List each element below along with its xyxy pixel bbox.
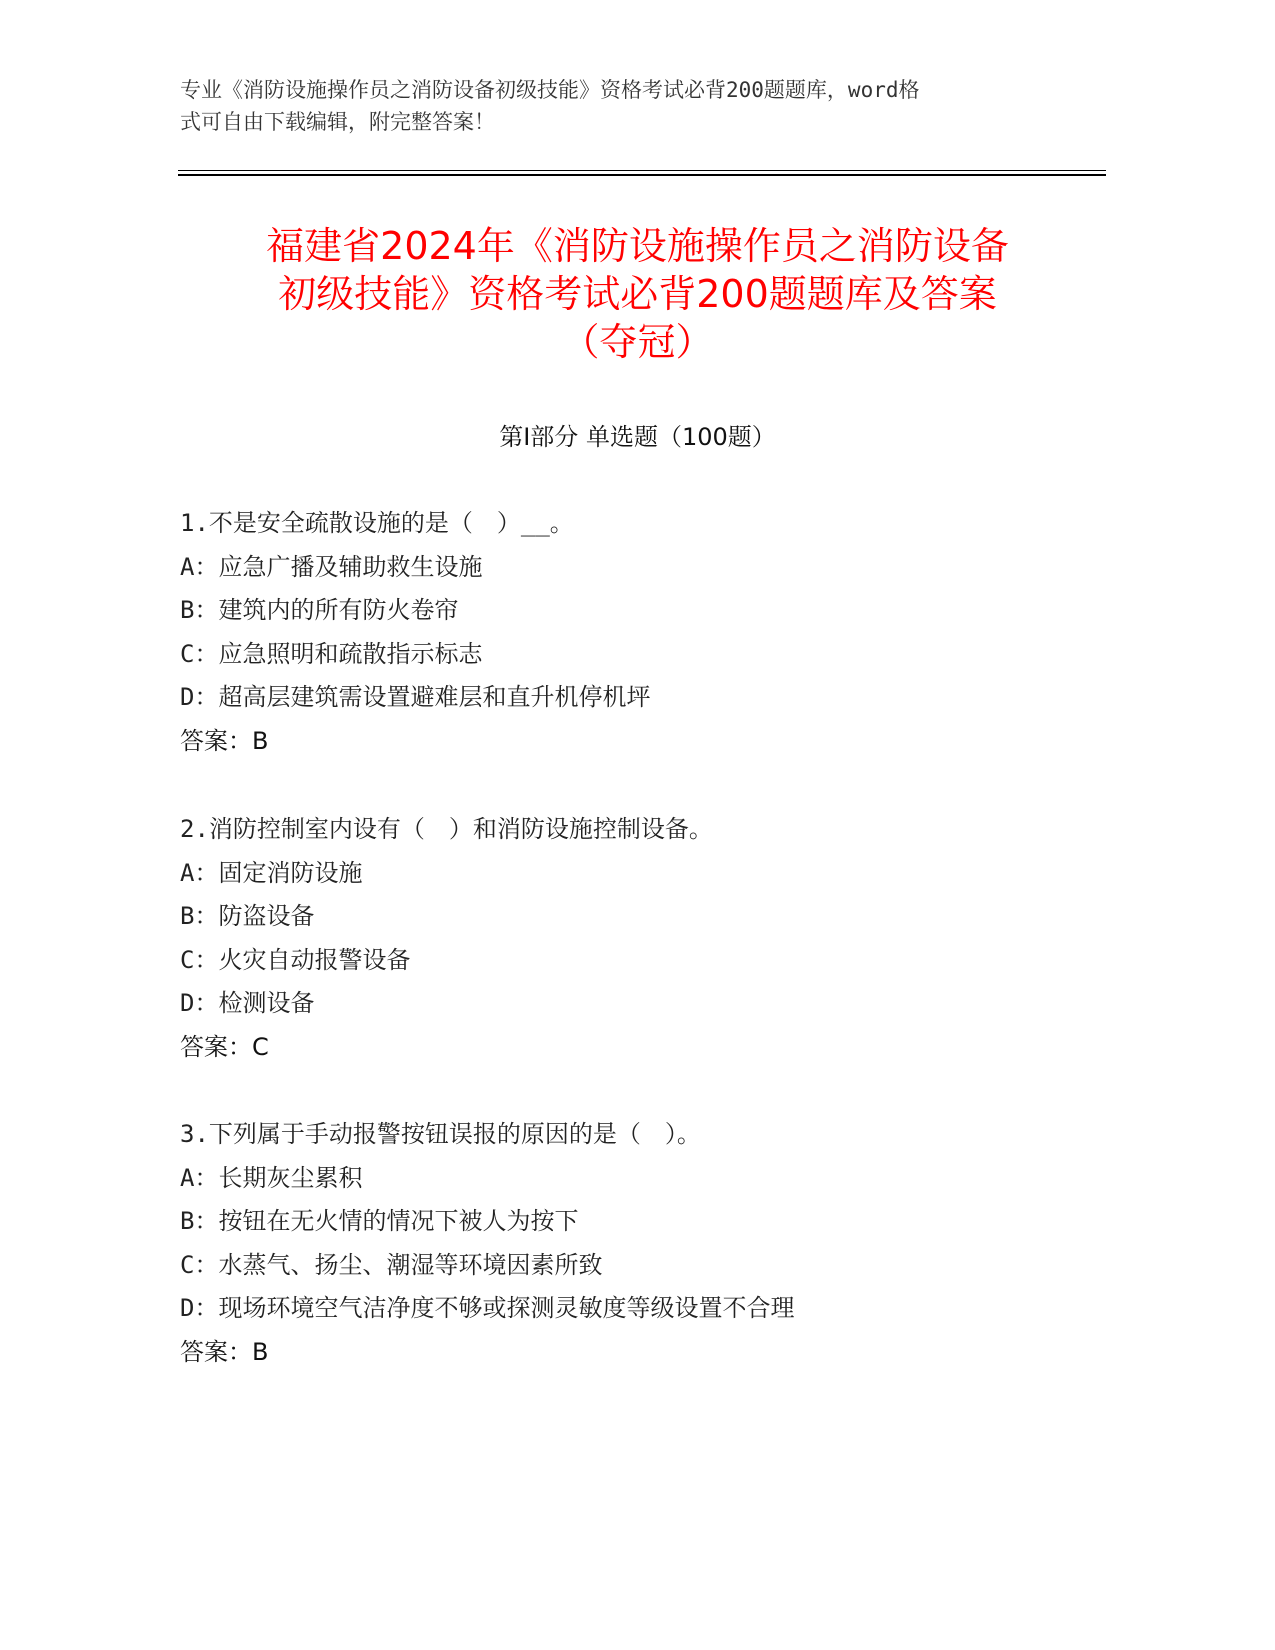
question-option: B：按钮在无火情的情况下被人为按下: [180, 1207, 579, 1236]
question-option: D：现场环境空气洁净度不够或探测灵敏度等级设置不合理: [180, 1294, 795, 1323]
title-line: 福建省2024年《消防设施操作员之消防设备: [266, 224, 1009, 268]
document-title: [150, 222, 1125, 366]
intro-line: 专业《消防设施操作员之消防设备初级技能》资格考试必背200题题库，word格: [180, 78, 920, 102]
question-answer: 答案：B: [180, 1337, 269, 1366]
question-option: A：固定消防设施: [180, 858, 363, 887]
question-option: C：火灾自动报警设备: [180, 945, 411, 974]
question-option: B：建筑内的所有防火卷帘: [180, 596, 459, 625]
question-answer: 答案：C: [180, 1032, 269, 1061]
question-item: [180, 502, 1080, 764]
question-stem: 1.不是安全疏散设施的是（ ）__。: [180, 509, 574, 537]
question-option: D：超高层建筑需设置避难层和直升机停机坪: [180, 683, 651, 712]
question-option: C：水蒸气、扬尘、潮湿等环境因素所致: [180, 1250, 603, 1279]
section-heading: 第I部分 单选题（100题）: [499, 423, 776, 451]
question-option: C：应急照明和疏散指示标志: [180, 639, 483, 668]
question-option: A：应急广播及辅助救生设施: [180, 552, 483, 581]
header-divider-thin: [178, 170, 1106, 171]
title-line: 初级技能》资格考试必背200题题库及答案: [278, 272, 997, 316]
header-divider-thick: [178, 174, 1106, 176]
intro-line: 式可自由下载编辑，附完整答案！: [180, 110, 495, 134]
question-item: [180, 808, 1080, 1070]
question-option: B：防盗设备: [180, 902, 315, 931]
question-answer: 答案：B: [180, 726, 269, 755]
question-option: A：长期灰尘累积: [180, 1163, 363, 1192]
title-line: （夺冠）: [561, 320, 714, 364]
question-stem: 3.下列属于手动报警按钮误报的原因的是（ ）。: [180, 1120, 701, 1148]
question-stem: 2.消防控制室内设有（ ）和消防设施控制设备。: [180, 815, 713, 843]
question-option: D：检测设备: [180, 989, 315, 1018]
intro-text: [180, 74, 1040, 138]
question-item: [180, 1113, 1080, 1375]
